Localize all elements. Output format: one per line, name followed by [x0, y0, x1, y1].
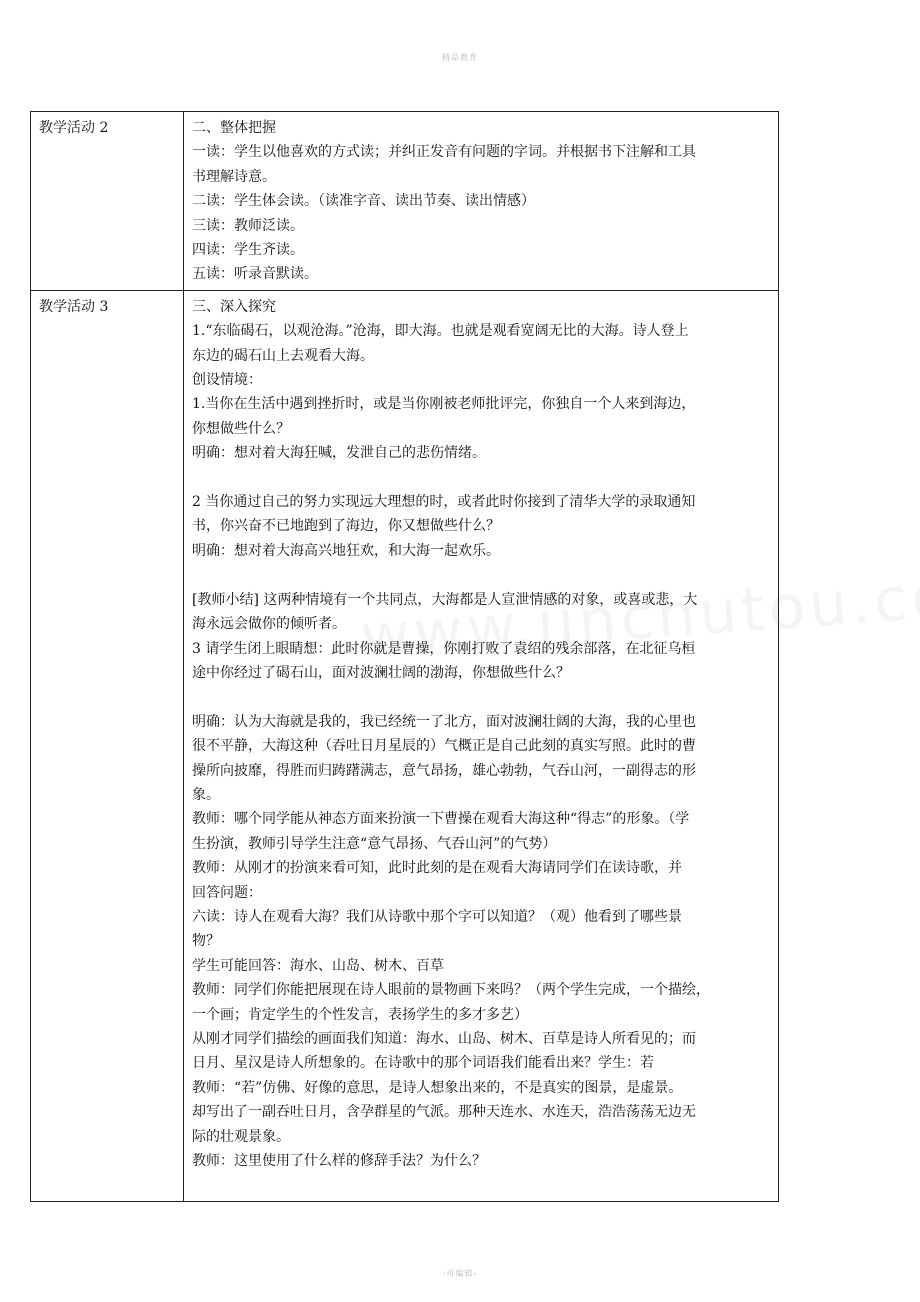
- content-line: 途中你经过了碣石山，面对波澜壮阔的渤海，你想做些什么？: [192, 664, 570, 681]
- content-line: 书，你兴奋不已地跑到了海边，你又想做些什么？: [192, 518, 500, 535]
- content-line: 明确：认为大海就是我的，我已经统一了北方，面对波澜壮阔的大海，我的心里也: [192, 713, 696, 730]
- content-line: 教师：这里使用了什么样的修辞手法？为什么？: [192, 1153, 486, 1170]
- page-header-mark: 精品教育: [442, 53, 478, 62]
- content-line: 2 当你通过自己的努力实现远大理想的时，或者此时你接到了清华大学的录取通知: [192, 494, 696, 511]
- lesson-plan-body: [31, 112, 779, 1202]
- content-line: 书理解诗意。: [192, 168, 276, 185]
- content-line: 1.“东临碣石，以观沧海。”沧海，即大海。也就是观看宽阔无比的大海。诗人登上: [192, 323, 689, 340]
- content-line: 象。: [192, 786, 220, 803]
- content-line: 一个画；肯定学生的个性发言，表扬学生的多才多艺）: [192, 1006, 528, 1023]
- activity-label: 教学活动 3: [31, 290, 184, 1201]
- page-footer-mark: -可编辑-: [442, 1269, 478, 1278]
- content-line: 际的壮观景象。: [192, 1128, 290, 1145]
- table-row: [31, 112, 779, 291]
- content-line: [192, 466, 770, 490]
- activity-content: [184, 290, 779, 1201]
- content-line: 3 请学生闭上眼睛想：此时你就是曹操，你刚打败了袁绍的残余部落，在北征乌桓: [192, 640, 696, 657]
- content-line: 你想做些什么？: [192, 420, 290, 437]
- content-line: 五读：听录音默读。: [192, 266, 318, 283]
- content-line: 三读：教师泛读。: [192, 217, 304, 234]
- content-line: [教师小结] 这两种情境有一个共同点，大海都是人宣泄情感的对象，或喜或悲，大: [192, 591, 698, 608]
- content-line: [192, 685, 770, 709]
- content-line: 一读：学生以他喜欢的方式读；并纠正发音有问题的字词。并根据书下注解和工具: [192, 144, 696, 161]
- lesson-plan-table: [30, 111, 779, 1202]
- content-line: 教师：从刚才的扮演来看可知，此时此刻的是在观看大海请同学们在读诗歌，并: [192, 860, 682, 877]
- content-line: 教师：哪个同学能从神态方面来扮演一下曹操在观看大海这种“得志”的形象。（学: [192, 811, 690, 828]
- table-row: [31, 290, 779, 1201]
- content-line: 物？: [192, 933, 220, 950]
- content-line: 六读：诗人在观看大海？我们从诗歌中那个字可以知道？（观）他看到了哪些景: [192, 908, 682, 925]
- content-line: 明确：想对着大海狂喊，发泄自己的悲伤情绪。: [192, 445, 486, 462]
- content-line: 回答问题：: [192, 884, 262, 901]
- content-line: [192, 563, 770, 587]
- content-line: 教师：同学们你能把展现在诗人眼前的景物画下来吗？（两个学生完成，一个描绘，: [192, 982, 710, 999]
- content-line: 二、整体把握: [192, 120, 276, 136]
- content-line: 很不平静，大海这种（吞吐日月星辰的）气概正是自己此刻的真实写照。此时的曹: [192, 738, 696, 755]
- content-line: 二读：学生体会读。（读准字音、读出节奏、读出情感）: [192, 193, 535, 210]
- content-line: 四读：学生齐读。: [192, 242, 304, 259]
- content-line: 却写出了一副吞吐日月，含孕群星的气派。那种天连水、水连天，浩浩荡荡无边无: [192, 1104, 696, 1121]
- content-line: 三、深入探究: [192, 298, 276, 315]
- content-line: 教师：“若”仿佛、好像的意思，是诗人想象出来的，不是真实的图景，是虚景。: [192, 1079, 683, 1096]
- content-line: 操所向披靡，得胜而归踌躇满志，意气昂扬，雄心勃勃，气吞山河，一副得志的形: [192, 762, 696, 779]
- content-line: 日月、星汉是诗人所想象的。在诗歌中的那个词语我们能看出来？学生：若: [192, 1055, 654, 1072]
- content-line: 从刚才同学们描绘的画面我们知道：海水、山岛、树木、百草是诗人所看见的；而: [192, 1030, 696, 1047]
- content-line: 学生可能回答：海水、山岛、树木、百草: [192, 957, 444, 974]
- content-line: 海永远会做你的倾听者。: [192, 616, 346, 633]
- content-line: 1.当你在生活中遇到挫折时，或是当你刚被老师批评完，你独自一个人来到海边，: [192, 396, 696, 413]
- content-line: 明确：想对着大海高兴地狂欢，和大海一起欢乐。: [192, 542, 500, 559]
- content-line: 东边的碣石山上去观看大海。: [192, 347, 374, 364]
- content-line: 创设情境：: [192, 372, 262, 389]
- content-line: [192, 1173, 770, 1197]
- activity-label: 教学活动 2: [31, 112, 184, 291]
- activity-content: [184, 112, 779, 291]
- content-line: 生扮演，教师引导学生注意“意气昂扬、气吞山河”的气势）: [192, 835, 557, 852]
